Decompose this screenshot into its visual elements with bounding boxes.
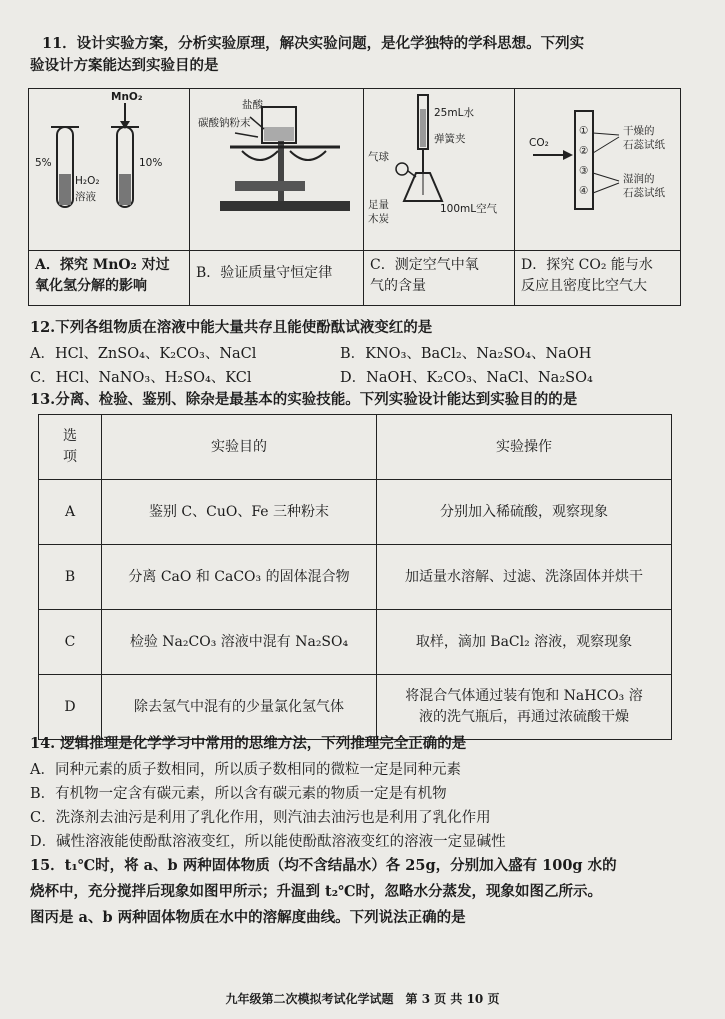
mark-4: ④ [579,185,589,197]
carbon-label2: 木炭 [368,213,389,225]
carbon-label1: 足量 [368,199,389,211]
air-label: 100mL空气 [440,203,498,215]
q12-option-d[interactable]: D．NaOH、K₂CO₃、NaCl、Na₂SO₄ [340,370,593,386]
q13-row-option: D [39,675,102,740]
q13-row-operation [377,675,672,740]
q13-row-d[interactable] [39,675,672,740]
q12-option-c[interactable]: C．HCl、NaNO₃、H₂SO₄、KCl [30,370,252,386]
mark-3: ③ [579,165,589,177]
mark-2: ② [579,145,589,157]
q13-row-a[interactable] [39,480,672,545]
q13-row-operation-line1: 取样，滴加 BaCl₂ 溶液，观察现象 [415,633,633,650]
q11-option-b[interactable] [190,250,364,305]
q13-head-option-2: 项 [63,449,77,465]
wet-label1: 湿润的 [623,173,655,185]
q13-row-operation-line1: 将混合气体通过装有饱和 NaHCO₃ 溶 [405,688,643,704]
q13-row-operation [377,545,672,610]
q15-stem-line3: 图丙是 a、b 两种固体物质在水中的溶解度曲线。下列说法正确的是 [30,909,466,926]
q14-option-c[interactable]: C．洗涤剂去油污是利用了乳化作用，则汽油去油污也是利用了乳化作用 [30,810,491,826]
acid-label: 盐酸 [242,99,263,111]
q13-head-option-1: 选 [63,428,77,444]
q13-row-b[interactable] [39,545,672,610]
q13-row-goal: 分离 CaO 和 CaCO₃ 的固体混合物 [102,545,377,610]
mno2-label: MnO₂ [111,91,143,103]
dry-label1: 干燥的 [623,125,655,137]
q13-row-operation-line2: 液的洗气瓶后，再通过浓硫酸干燥 [419,709,629,725]
q13-row-option: C [39,610,102,675]
q13-head-option [39,415,102,480]
page-footer: 九年级第二次模拟考试化学试题 第 3 页 共 10 页 [225,992,500,1006]
q15-stem-line2: 烧杯中，充分搅拌后现象如图甲所示；升温到 t₂℃时，忽略水分蒸发，现象如图乙所示。 [30,883,602,900]
wet-label2: 石蕊试纸 [623,187,665,199]
balloon-label: 气球 [368,151,389,163]
q14-option-d[interactable]: D．碱性溶液能使酚酞溶液变红，所以能使酚酞溶液变红的溶液一定显碱性 [30,834,506,850]
water-label: 25mL水 [434,107,474,119]
q13-table [38,414,672,740]
q11-option-a[interactable] [29,250,190,305]
q11-option-a-line1: A．探究 MnO₂ 对过 [35,256,170,273]
q15-stem-line1: 15．t₁℃时，将 a、b 两种固体物质（均不含结晶水）各 25g，分别加入盛有 100g 水的 [30,857,617,874]
solution-label: 溶液 [75,191,96,203]
q13-head-goal: 实验目的 [102,415,377,480]
q11-option-a-line2: 氧化氢分解的影响 [35,277,147,294]
q12-option-a[interactable]: A．HCl、ZnSO₄、K₂CO₃、NaCl [30,346,257,362]
q14-option-b[interactable]: B．有机物一定含有碳元素，所以含有碳元素的物质一定是有机物 [30,786,447,802]
q11-option-d-line1: D．探究 CO₂ 能与水 [521,256,653,273]
q11-stem-line2: 验设计方案能达到实验目的是 [30,57,219,74]
dry-label2: 石蕊试纸 [623,139,665,151]
q11-diagram-a [29,89,190,251]
q13-row-c[interactable] [39,610,672,675]
q14-stem: 14. 逻辑推理是化学学习中常用的思维方法，下列推理完全正确的是 [30,735,467,752]
pct10-label: 10% [139,157,163,169]
q13-row-operation-line1: 分别加入稀硫酸，观察现象 [440,503,608,520]
q13-row-operation [377,480,672,545]
q11-stem-line1: 11．设计实验方案，分析实验原理，解决实验问题，是化学独特的学科思想。下列实 [42,35,585,52]
h2o2-label: H₂O₂ [75,175,100,187]
co2-label: CO₂ [529,137,549,149]
q11-diagram-c [364,89,515,251]
q13-row-option: B [39,545,102,610]
q11-option-c[interactable] [364,250,515,305]
q13-row-goal: 除去氢气中混有的少量氯化氢气体 [102,675,377,740]
powder-label: 碳酸钠粉末 [198,117,251,129]
q12-option-b[interactable]: B．KNO₃、BaCl₂、Na₂SO₄、NaOH [340,346,592,362]
q13-row-operation [377,610,672,675]
q13-head-operation: 实验操作 [377,415,672,480]
q13-row-operation-line1: 加适量水溶解、过滤、洗涤固体并烘干 [405,568,643,585]
q11-diagram-d [515,89,681,251]
q11-options-table [28,88,681,306]
q12-stem: 12.下列各组物质在溶液中能大量共存且能使酚酞试液变红的是 [30,319,433,336]
q11-option-b-line1: B．验证质量守恒定律 [196,264,333,281]
q13-row-goal: 检验 Na₂CO₃ 溶液中混有 Na₂SO₄ [102,610,377,675]
q13-stem: 13.分离、检验、鉴别、除杂是最基本的实验技能。下列实验设计能达到实验目的的是 [30,391,578,408]
q11-diagram-b [190,89,364,251]
pct5-label: 5% [35,157,52,169]
q11-option-d[interactable] [515,250,681,305]
q11-option-c-line1: C．测定空气中氧 [370,256,479,273]
q13-row-goal: 鉴别 C、CuO、Fe 三种粉末 [102,480,377,545]
q11-option-c-line2: 气的含量 [370,277,426,294]
spring-clip-label: 弹簧夹 [434,133,466,145]
mark-1: ① [579,125,589,137]
q11-option-d-line2: 反应且密度比空气大 [521,277,647,294]
q13-row-option: A [39,480,102,545]
q14-option-a[interactable]: A．同种元素的质子数相同，所以质子数相同的微粒一定是同种元素 [30,762,461,778]
